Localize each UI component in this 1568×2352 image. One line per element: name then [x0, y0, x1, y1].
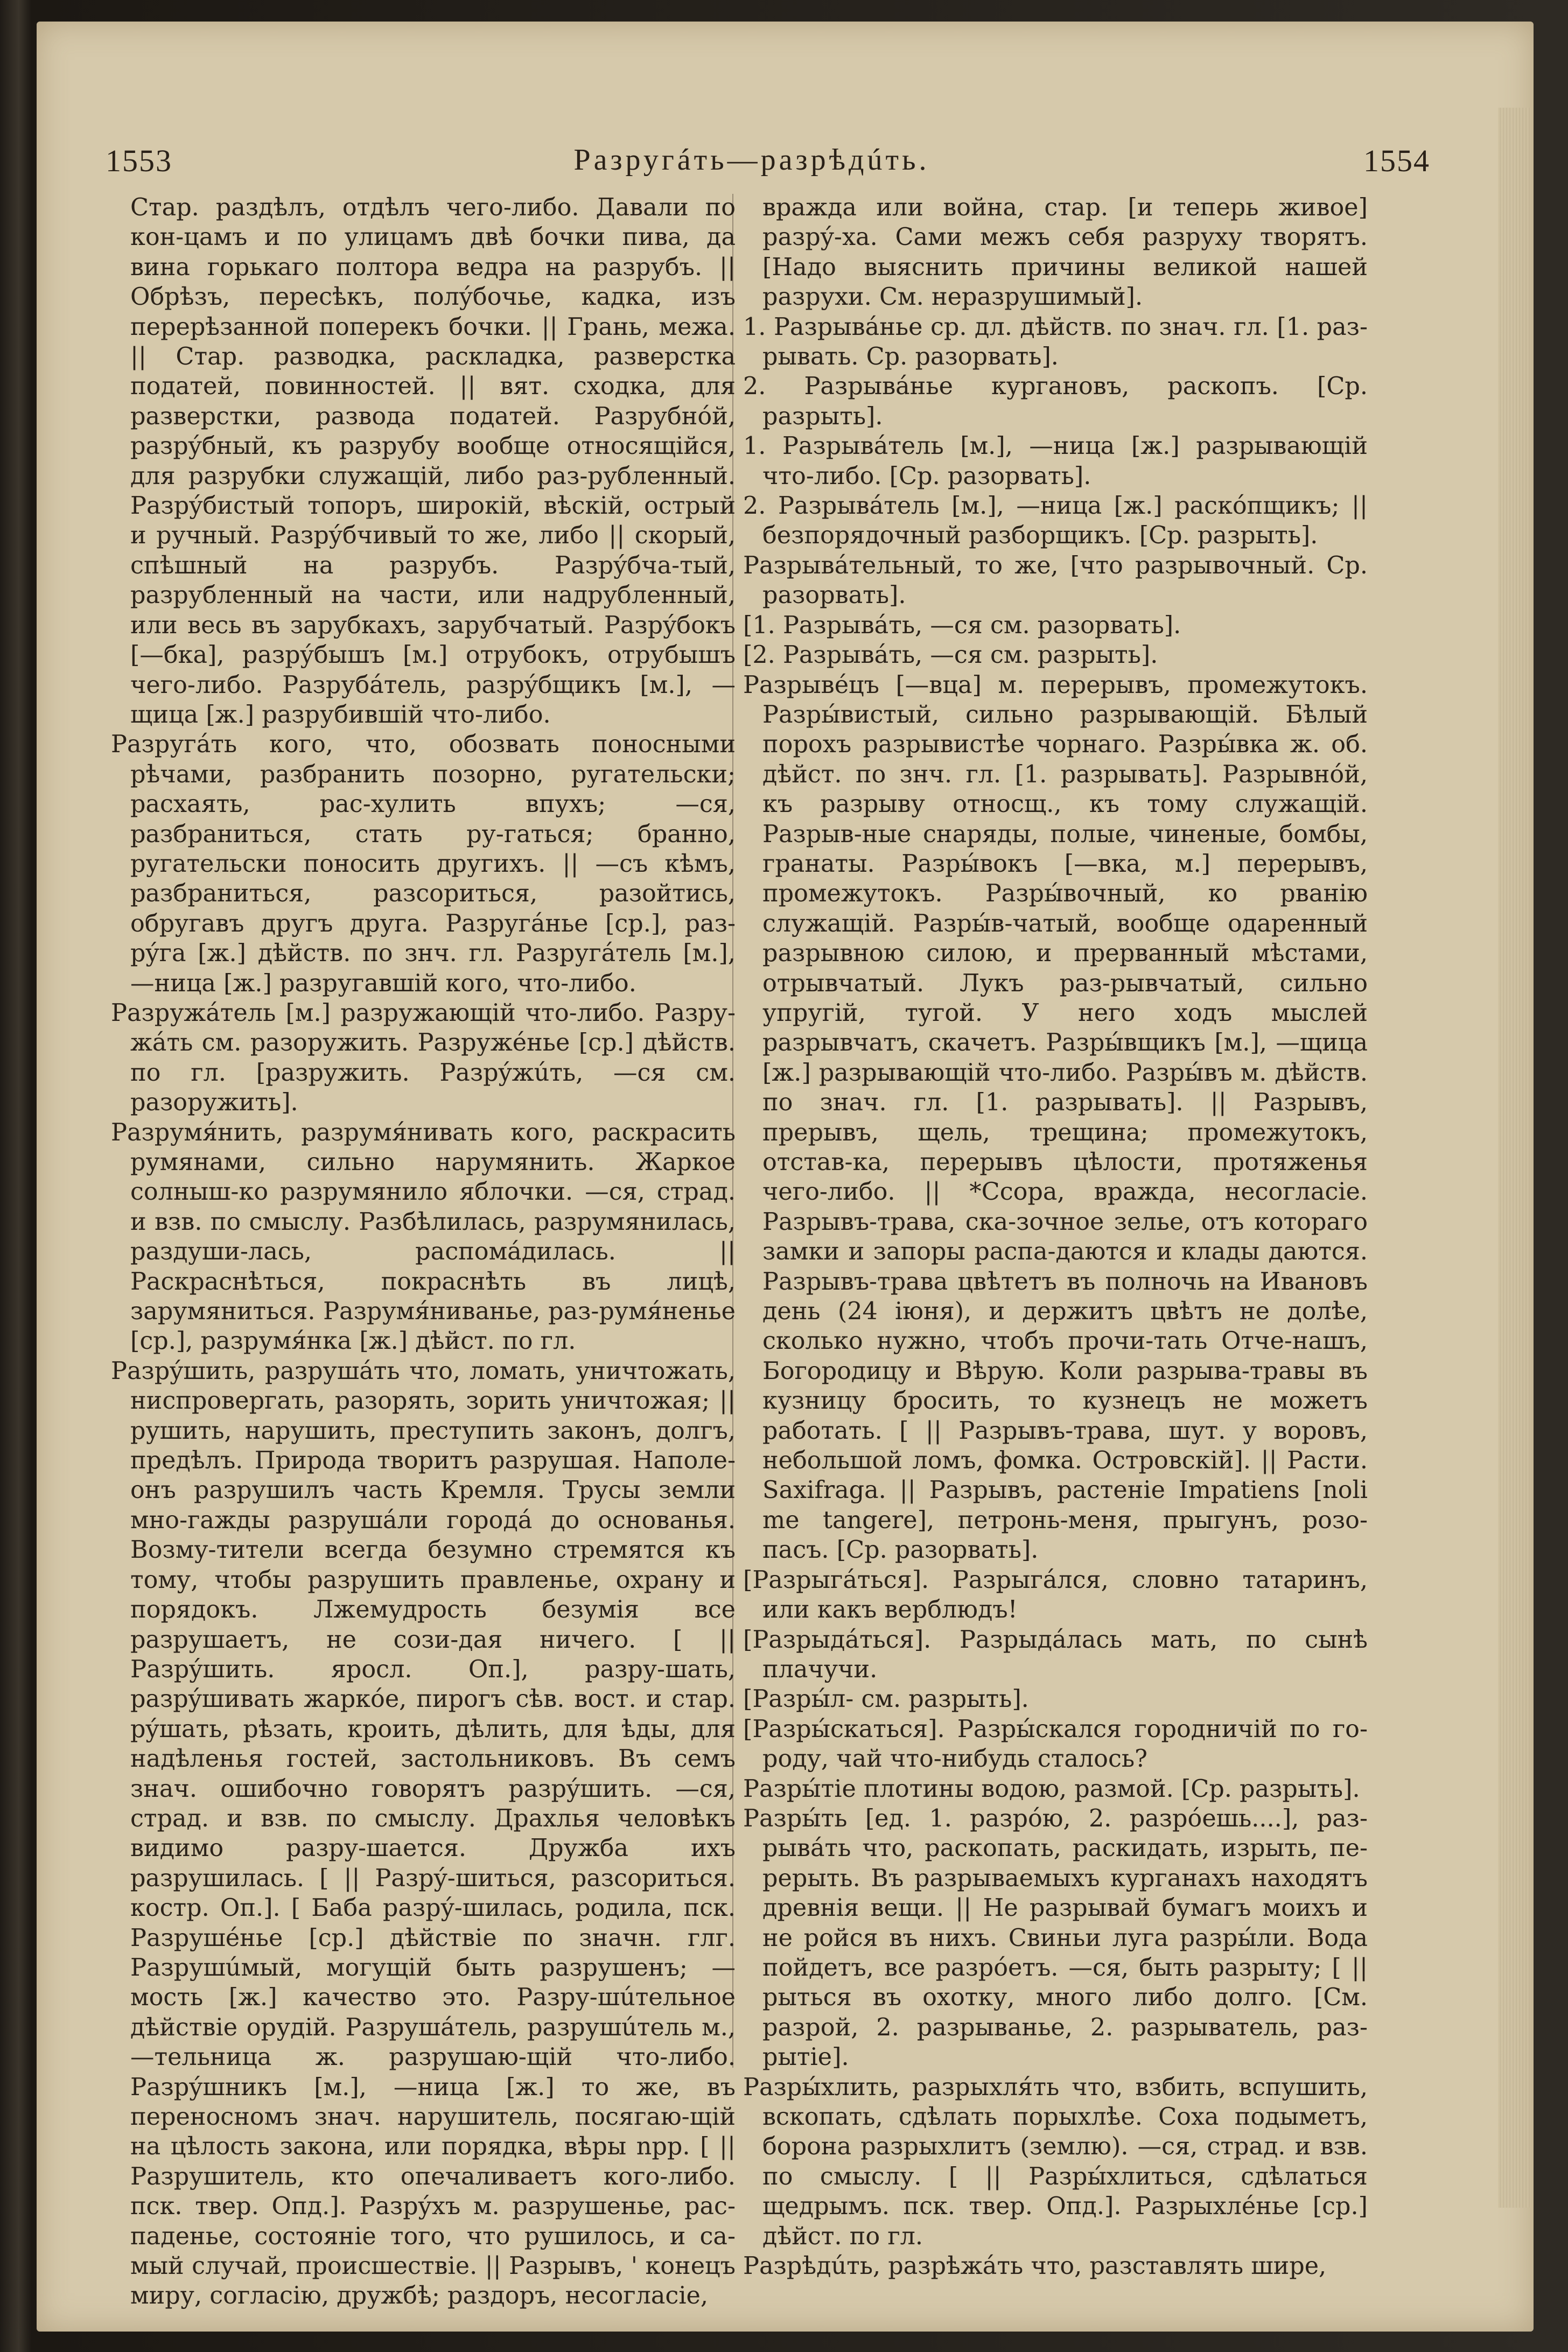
- entry-razryvat-2: [2. Разрывáть, —ся см. разрыть].: [743, 641, 1158, 669]
- page-number-left: 1553: [106, 143, 172, 178]
- entry-continuation: Стар. раздѣлъ, отдѣлъ чего-либо. Давали по кон-цамъ и по улицамъ двѣ бочки пива, да вина горькаго полтора ведра на разрубъ. || Обрѣзъ, пересѣкъ, полýбочье, кадка, изъ перерѣзанной поперекъ бочки. || Грань, межа. || Стар. разводка, раскладка, разверстка податей, повинностей. || вят. сходка, для разверстки, развода податей. Разрубнóй, разрýбный, къ разрубу вообще относящійся, для разрубки служащій, либо раз-рубленный. Разрýбистый топоръ, широкій, вѣскій, острый и ручный. Разрýбчивый то же, либо || скорый, спѣшный на разрубъ. Разрýбча-тый, разрубленный на части, или надрубленный, или весь въ зарубкахъ, зарубчатый. Разрýбокъ [—бка], разрýбышъ [м.] отрубокъ, отрубышъ чего-либо. Разрубáтель, разрýбщикъ [м.], —щица [ж.] разрубившій что-либо.: [130, 194, 736, 729]
- page-number-right: 1554: [1363, 143, 1430, 178]
- entry-razryhlit: Разры́хлить, разрыхля́ть что, взбить, вспушить, вскопать, сдѣлать порыхлѣе. Соха подыметъ, борона разрыхлитъ (землю). —ся, страд. и взв. по смыслу. [ || Разры́хлиться, сдѣлаться щедрымъ. пск. твер. Опд.]. Разрыхлéнье [ср.] дѣйст. по гл.: [743, 2073, 1368, 2250]
- entry-razryvanie-2: 2. Разрывáнье кургановъ, раскопъ. [Ср. разрыть].: [743, 373, 1368, 430]
- entry-razredit: Разрѣдúть, разрѣжáть что, разставлять шире,: [743, 2252, 1327, 2280]
- entry-razryskatsya: [Разры́скаться]. Разры́скался городничій по го-роду, чай что-нибудь сталось?: [743, 1715, 1368, 1773]
- entry-razrugat: Разругáть кого, что, обозвать поносными рѣчами, разбранить позорно, ругательски; расхаять, рас-хулить впухъ; —ся, разбраниться, стать ру-гаться; бранно, ругательски поносить другихъ. || —съ кѣмъ, разбраниться, разсориться, разойтись, обругавъ другъ друга. Разругáнье [ср.], раз-рýга [ж.] дѣйств. по знч. гл. Разругáтель [м.], —ница [ж.] разругавшій кого, что-либо.: [111, 731, 736, 997]
- entry-razryvets: Разрывéцъ [—вца] м. перерывъ, промежутокъ. Разры́вистый, сильно разрывающій. Бѣлый порохъ разрывистѣе чорнаго. Разры́вка ж. об. дѣйст. по знч. гл. [1. разрывать]. Разрывнóй, къ разрыву относщ., къ тому служащій. Разрыв-ные снаряды, полые, чиненые, бомбы, гранаты. Разры́вокъ [—вка, м.] перерывъ, промежутокъ. Разры́вочный, ко рванію служащій. Разры́в-чатый, вообще одаренный разрывною силою, и прерванный мѣстами, отрывчатый. Лукъ раз-рывчатый, сильно упругій, тугой. У него ходъ мыслей разрывчатъ, скачетъ. Разры́вщикъ [м.], —щица [ж.] разрывающій что-либо. Разры́въ м. дѣйств. по знач. гл. [1. разрывать]. || Разрывъ, прерывъ, щель, трещина; промежутокъ, отстав-ка, перерывъ цѣлости, протяженья чего-либо. || *Ссора, вражда, несогласіе. Разрывъ-трава, ска-зочное зелье, отъ котораго замки и запоры распа-даются и клады даются. Разрывъ-трава цвѣтетъ въ полночь на Ивановъ день (24 іюня), и держитъ цвѣтъ не долѣе, сколько нужно, чтобъ прочи-тать Отче-нашъ, Богородицу и Вѣрую. Коли разрыва-травы въ кузницу бросить, то кузнецъ не можетъ работать. [ || Разрывъ-трава, шут. у воровъ, небольшой ломъ, фомка. Островскій]. || Расти. Saxifraga. || Разрывъ, растеніе Impatiens [noli me tangere], петронь-меня, прыгунъ, розо-пасъ. [Ср. разорвать].: [743, 671, 1368, 1564]
- entry-razrygatsya: [Разрыгáться]. Разрыгáлся, словно татаринъ, или какъ верблюдъ!: [743, 1566, 1368, 1624]
- entry-razryt: Разры́ть [ед. 1. разрóю, 2. разрóешь....], раз-рывáть что, раскопать, раскидать, изрыть, пе-рерыть. Въ разрываемыхъ курганахъ находятъ древнія вещи. || Не разрывай бумагъ моихъ и не ройся въ нихъ. Свиньи луга разры́ли. Вода пойдетъ, все разрóетъ. —ся, быть разрыту; [ || рыться въ охотку, много либо долго. [См. разрой, 2. разрыванье, 2. разрыватель, раз-рытіе].: [743, 1804, 1368, 2071]
- entry-razryvatel-1: 1. Разрывáтель [м.], —ница [ж.] разрывающій что-либо. [Ср. разорвать].: [743, 432, 1368, 490]
- entry-razryvatelny: Разрывáтельный, то же, [что разрывочный. Ср. разорвать].: [743, 551, 1368, 610]
- entry-razrumyanit: Разрумя́нить, разрумя́нивать кого, раскрасить румянами, сильно нарумянить. Жаркое солныш-ко разрумянило яблочки. —ся, страд. и взв. по смыслу. Разбѣлилась, разрумянилась, раздуши-лась, распомáдилась. || Раскраснѣться, покраснѣть въ лицѣ, зарумяниться. Разрумя́ниванье, раз-румя́ненье [ср.], разрумя́нка [ж.] дѣйст. по гл.: [111, 1118, 736, 1355]
- entry-razryvanie-1: 1. Разрывáнье ср. дл. дѣйств. по знач. гл. [1. раз-рывать. Ср. разорвать].: [743, 313, 1368, 371]
- entry-razryvatel-2: 2. Разрывáтель [м.], —ница [ж.] раскóпщикъ; || безпорядочный разборщикъ. [Ср. разрыть].: [743, 492, 1368, 550]
- entry-razrushit: Разрýшить, разрушáть что, ломать, уничтожать, ниспровергать, разорять, зорить уничтожая; || рушить, нарушить, преступить законъ, долгъ, предѣлъ. Природа творитъ разрушая. Наполе-онъ разрушилъ часть Кремля. Трусы земли мно-гажды разрушáли городá до основанья. Возму-тители всегда безумно стремятся къ тому, чтобы разрушить правленье, охрану и порядокъ. Лжемудрость безумія все разрушаетъ, не сози-дая ничего. [ || Разрýшить. яросл. Оп.], разру-шать, разрýшивать жаркóе, пирогъ сѣв. вост. и стар. рýшать, рѣзать, кроить, дѣлить, для ѣды, для надѣленья гостей, застольниковъ. Въ семъ знач. ошибочно говорятъ разрýшить. —ся, страд. и взв. по смыслу. Драхлья человѣкъ видимо разру-шается. Дружба ихъ разрушилась. [ || Разрý-шиться, разсориться. костр. Оп.]. [ Баба разрý-шилась, родила, пск. Разрушéнье [ср.] дѣйствіе по значн. глг. Разрушúмый, могущій быть разрушенъ; —мость [ж.] качество это. Разру-шúтельное дѣйствіе орудій. Разрушáтель, разрушúтель м., —тельница ж. разрушаю-щій что-либо. Разрýшникъ [м.], —ница [ж.] то же, въ переносномъ знач. нарушитель, посягаю-щій на цѣлость закона, или порядка, вѣры npр. [ || Разрушитель, кто опечаливаетъ кого-либо. пск. твер. Опд.]. Разрýхъ м. разрушенье, рас-паденье, состояніе того, что рушилось, и са-мый случай, происшествіе. || Разрывъ, ' конецъ миру, согласію, дружбѣ; раздоръ, несогласіе,: [111, 1357, 736, 2310]
- running-title: Разругáть—разрѣдúть.: [573, 143, 930, 177]
- entry-razruzhatel: Разружáтель [м.] разружающій что-либо. Разру-жáть см. разоружить. Разружéнье [ср.] дѣйств. по гл. [разружить. Разрýжúть, —ся см. разоружить].: [111, 999, 736, 1117]
- entry-razryl: [Разры́л- см. разрыть].: [743, 1685, 1029, 1713]
- entry-razryvat-1: [1. Разрывáть, —ся см. разорвать].: [743, 611, 1181, 639]
- left-column: [111, 193, 736, 2310]
- right-column: [743, 193, 1368, 2280]
- page-edge: [1498, 108, 1530, 2208]
- entry-continuation-right: вражда или война, стар. [и теперь живое] разрý-ха. Сами межъ себя разруху творятъ. [Надо выяснить причины великой нашей разрухи. См. неразрушимый].: [762, 194, 1368, 311]
- entry-razrytie: Разры́тіе плотины водою, размой. [Ср. разрыть].: [743, 1775, 1360, 1803]
- page-header: [73, 143, 1430, 191]
- entry-razrydatsya: [Разрыдáться]. Разрыдáлась мать, по сынѣ плачучи.: [743, 1626, 1368, 1683]
